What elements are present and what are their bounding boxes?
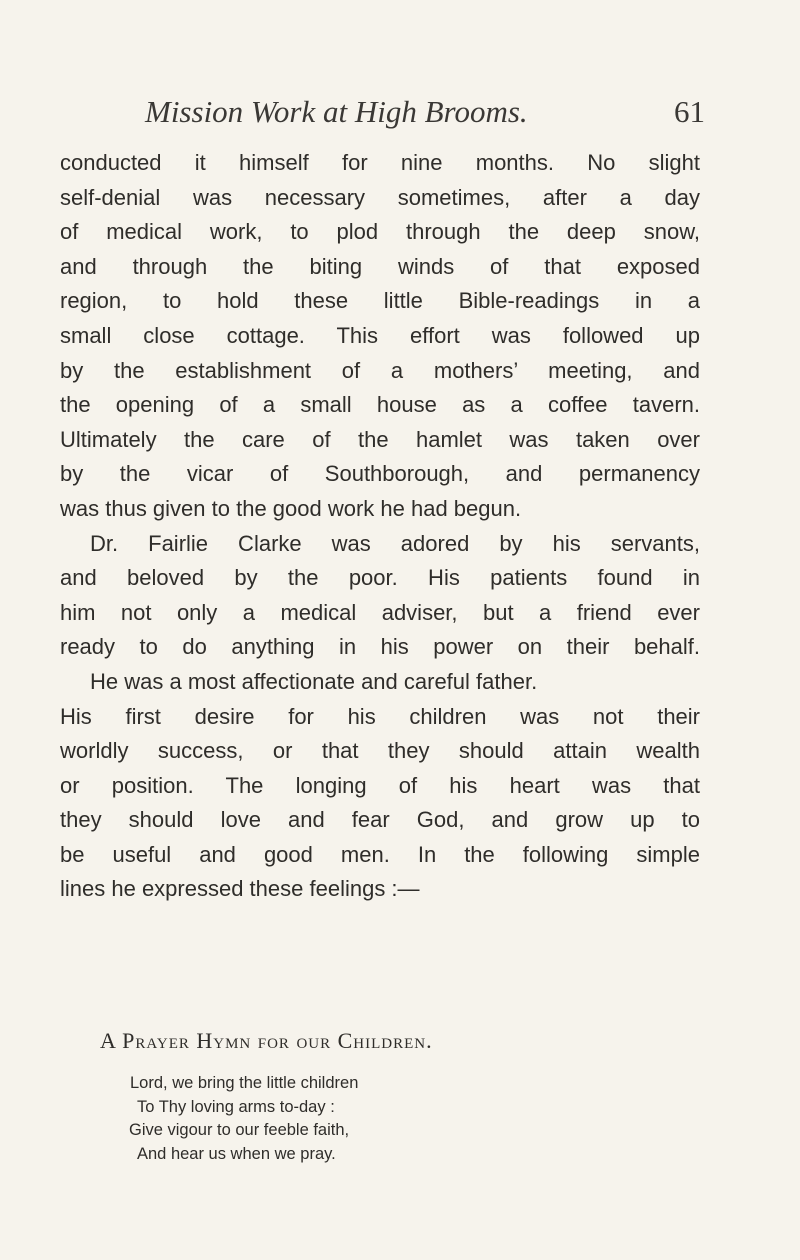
- text-line: self-denial was necessary sometimes, after a day: [60, 184, 700, 210]
- text-line: or position. The longing of his heart was that: [60, 772, 700, 798]
- text-line: Dr. Fairlie Clarke was adored by his servants,: [90, 530, 700, 556]
- text-line: region, to hold these little Bible-readings in a: [60, 288, 700, 314]
- page-number: 61: [674, 94, 705, 129]
- text-line: him not only a medical adviser, but a friend ever: [60, 599, 700, 625]
- hymn-line: To Thy loving arms to-day :: [137, 1097, 335, 1116]
- hymn-line: Give vigour to our feeble faith,: [129, 1121, 350, 1139]
- body-text: [60, 146, 700, 907]
- text-line: Ultimately the care of the hamlet was taken over: [60, 426, 700, 452]
- text-line: be useful and good men. In the following simple: [60, 841, 700, 867]
- text-line: of medical work, to plod through the deep snow,: [60, 219, 700, 245]
- text-line: by the establishment of a mothers’ meeting, and: [60, 357, 700, 383]
- chapter-title: Mission Work at High Brooms.: [145, 94, 528, 129]
- hymn-line: And hear us when we pray.: [137, 1144, 336, 1163]
- text-line: His first desire for his children was not their: [60, 703, 700, 729]
- text-line: conducted it himself for nine months. No slight: [60, 150, 700, 175]
- hymn-verse: [129, 1072, 649, 1166]
- text-line: was thus given to the good work he had begun.: [60, 495, 522, 521]
- hymn-title: [100, 1026, 720, 1056]
- text-line: lines he expressed these feelings :—: [60, 876, 420, 902]
- running-head: [145, 92, 705, 132]
- text-line: they should love and fear God, and grow up to: [60, 807, 700, 833]
- text-line: ready to do anything in his power on their behalf.: [60, 634, 700, 660]
- hymn-line: Lord, we bring the little children: [130, 1074, 359, 1092]
- text-line: and beloved by the poor. His patients found in: [60, 565, 700, 591]
- hymn-title-text: A Prayer Hymn for our Children.: [100, 1028, 433, 1053]
- text-line: He was a most affectionate and careful father.: [90, 668, 538, 694]
- text-line: and through the biting winds of that exposed: [60, 253, 700, 279]
- text-line: by the vicar of Southborough, and permanency: [60, 461, 700, 487]
- text-line: worldly success, or that they should attain wealth: [60, 738, 700, 764]
- text-line: the opening of a small house as a coffee tavern.: [60, 392, 700, 418]
- text-line: small close cottage. This effort was followed up: [60, 322, 700, 348]
